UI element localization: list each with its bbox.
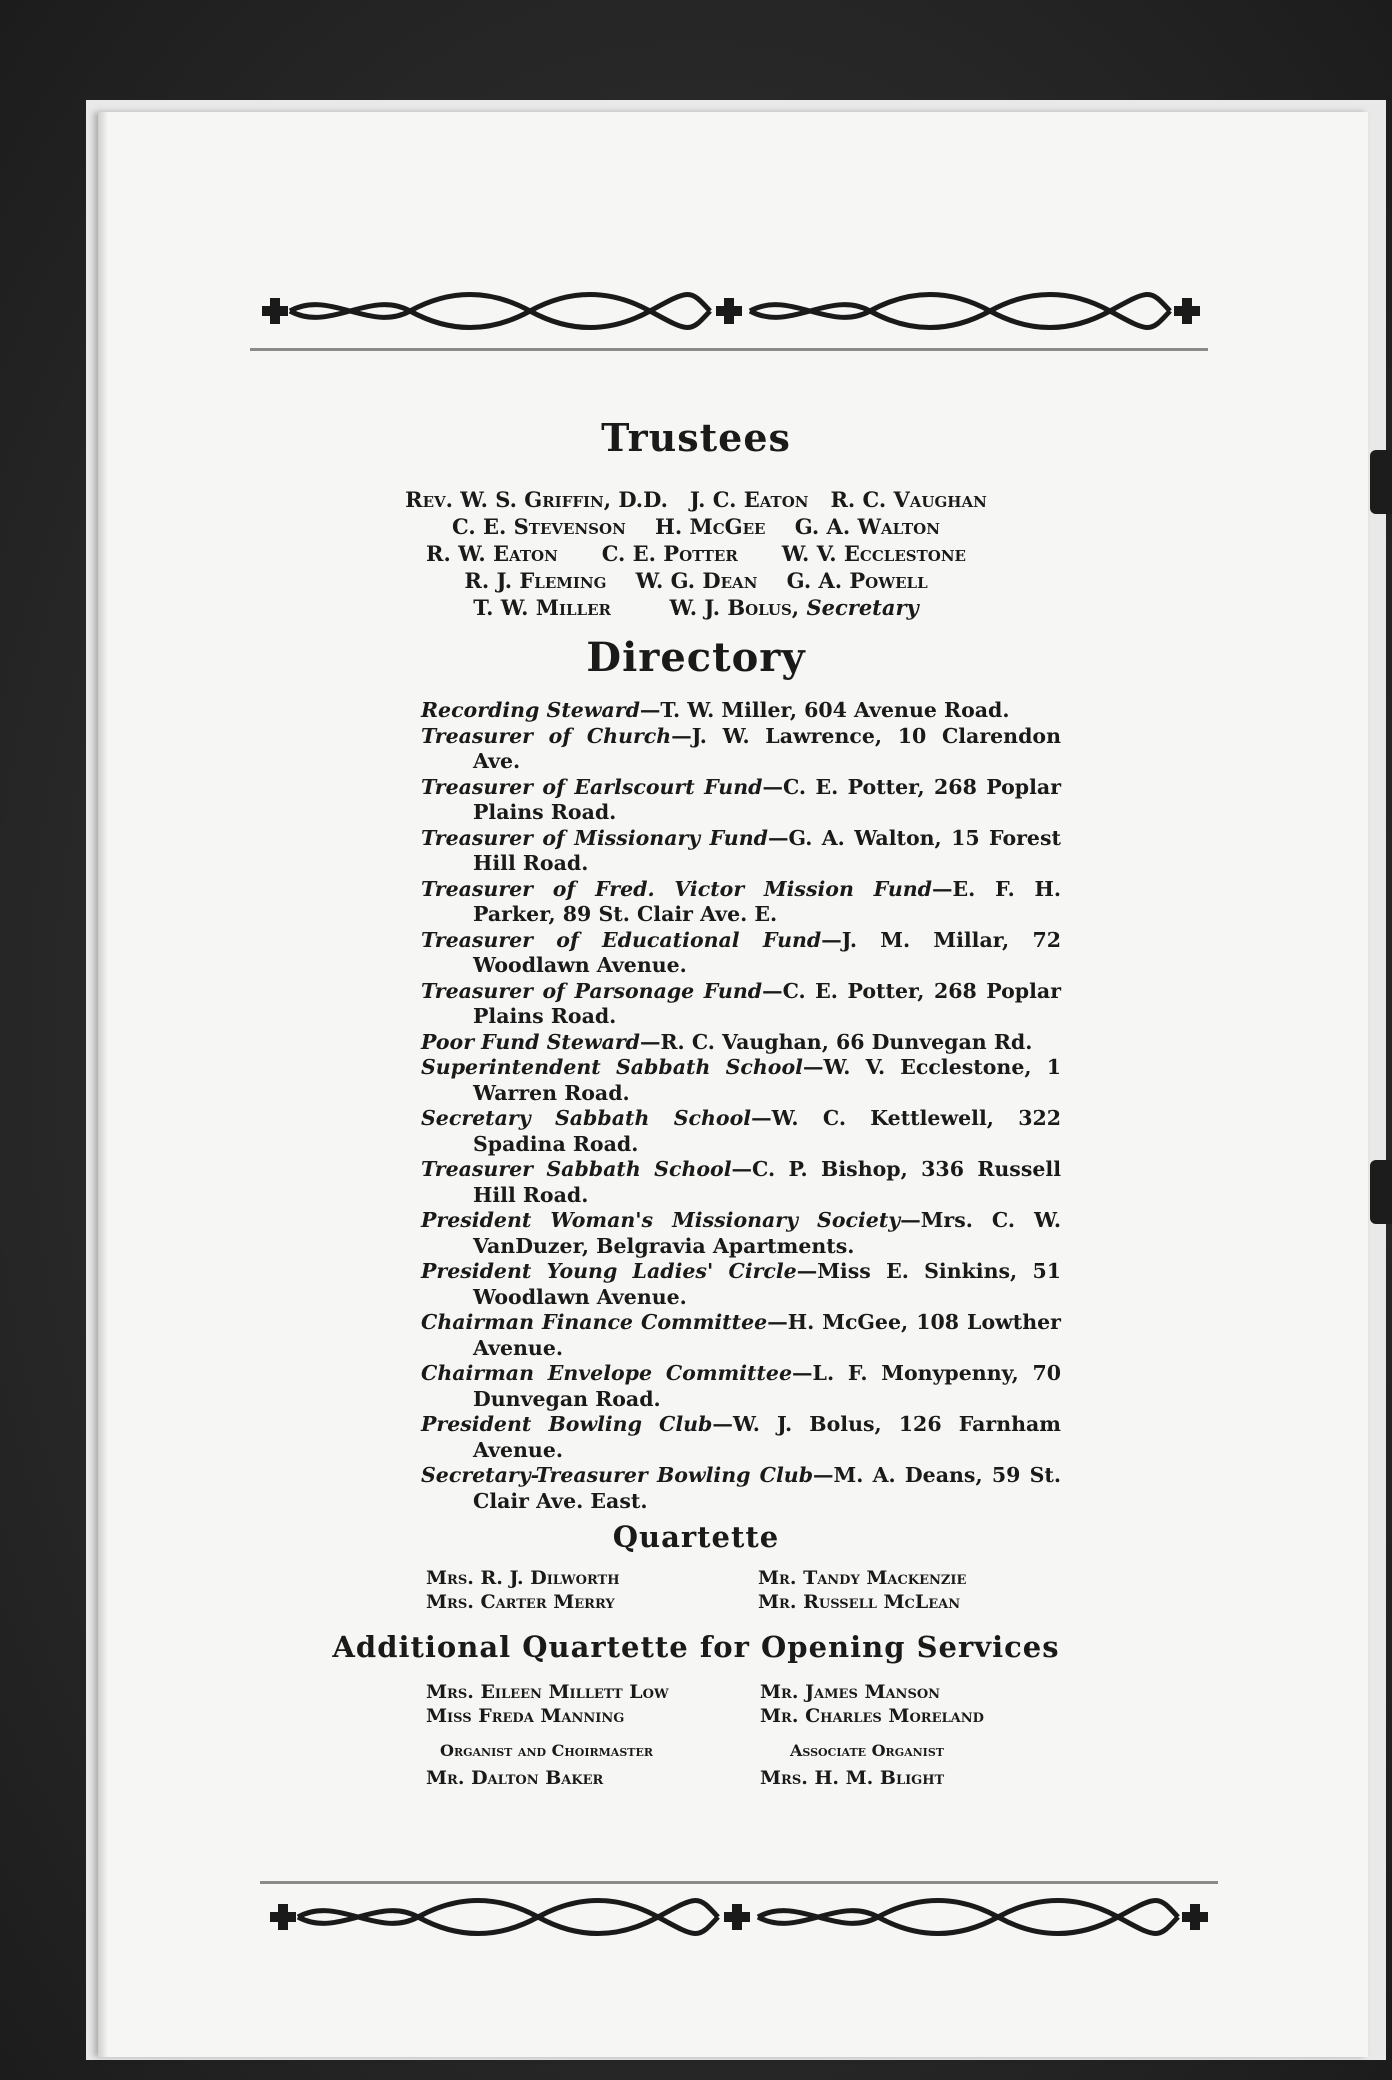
directory-entry: Secretary-Treasurer Bowling Club—M. A. Deans, 59 St. Clair Ave. East.	[421, 1463, 1062, 1513]
trustees-row	[0, 594, 1392, 621]
trustee-name: G. A. Powell	[786, 568, 928, 593]
directory-detail: R. C. Vaughan, 66 Dunvegan Rd.	[660, 1029, 1033, 1054]
directory-detail: W. V. Ecclestone, 1 Warren Road.	[473, 1055, 1061, 1105]
trustee-name: C. E. Stevenson	[452, 514, 626, 539]
trustees-row	[0, 540, 1392, 567]
top-ornament-border	[250, 284, 1210, 338]
directory-entry: Treasurer of Missionary Fund—G. A. Walton, 15 Forest Hill Road.	[421, 825, 1061, 875]
directory-entry: Recording Steward—T. W. Miller, 604 Avenue Road.	[421, 698, 1010, 722]
trustee-name: Rev. W. S. Griffin, D.D.	[405, 487, 668, 512]
quartette-right-column	[758, 1566, 966, 1614]
directory-entry: President Woman's Missionary Society—Mrs. C. W. VanDuzer, Belgravia Apartments.	[421, 1208, 1061, 1258]
additional-left-column	[426, 1680, 669, 1728]
directory-detail: T. W. Miller, 604 Avenue Road.	[660, 698, 1010, 722]
directory-entry: Superintendent Sabbath School—W. V. Ecclestone, 1 Warren Road.	[421, 1055, 1061, 1105]
directory-heading: Directory	[586, 634, 806, 681]
directory-role: Superintendent Sabbath School	[421, 1055, 803, 1079]
singer-name: Miss Freda Manning	[426, 1705, 625, 1727]
trustee-name: R. J. Fleming	[464, 568, 607, 593]
directory-role: Treasurer Sabbath School	[421, 1157, 732, 1181]
organist-label: Organist and Choirmaster	[440, 1741, 653, 1760]
trustee-name: T. W. Miller	[473, 595, 611, 620]
quartette-left-column	[426, 1566, 620, 1614]
directory-entry: Treasurer of Parsonage Fund—C. E. Potter, 268 Poplar Plains Road.	[421, 978, 1061, 1028]
directory-role: President Young Ladies' Circle	[421, 1259, 797, 1283]
directory-detail: Mrs. C. W. VanDuzer, Belgravia Apartments.	[473, 1208, 1061, 1258]
directory-detail: C. E. Potter, 268 Poplar Plains Road.	[473, 774, 1061, 824]
associate-organist-label: Associate Organist	[790, 1741, 944, 1760]
directory-detail: H. McGee, 108 Lowther Avenue.	[473, 1310, 1061, 1360]
trustee-name: C. E. Potter	[601, 541, 738, 566]
trustee-name: R. C. Vaughan	[830, 487, 987, 512]
trustee-name: W. J. Bolus,	[669, 595, 800, 620]
singer-name: Mrs. R. J. Dilworth	[426, 1567, 620, 1589]
bottom-ornament-border	[258, 1890, 1218, 1944]
directory-detail: W. C. Kettlewell, 322 Spadina Road.	[473, 1106, 1062, 1156]
additional-quartette-heading: Additional Quartette for Opening Services	[332, 1630, 1060, 1664]
directory-detail: M. A. Deans, 59 St. Clair Ave. East.	[473, 1463, 1062, 1513]
trustees-row	[0, 567, 1392, 594]
directory-detail: Miss E. Sinkins, 51 Woodlawn Avenue.	[473, 1259, 1061, 1309]
directory-detail: G. A. Walton, 15 Forest Hill Road.	[473, 825, 1061, 875]
directory-detail: E. F. H. Parker, 89 St. Clair Ave. E.	[473, 876, 1062, 926]
directory-detail: J. M. Millar, 72 Woodlawn Avenue.	[473, 927, 1061, 977]
organist-name: Mr. Dalton Baker	[426, 1767, 604, 1789]
trustees-row	[0, 513, 1392, 540]
trustee-name: G. A. Walton	[794, 514, 940, 539]
directory-role: Treasurer of Educational Fund	[421, 927, 822, 952]
trustees-row	[0, 486, 1392, 513]
trustee-name: H. McGee	[655, 514, 766, 539]
directory-entry: Secretary Sabbath School—W. C. Kettlewell, 322 Spadina Road.	[421, 1106, 1062, 1156]
trustee-name: W. V. Ecclestone	[781, 541, 966, 566]
directory-entry: Treasurer of Educational Fund—J. M. Millar, 72 Woodlawn Avenue.	[421, 927, 1061, 977]
directory-entry: President Young Ladies' Circle—Miss E. Sinkins, 51 Woodlawn Avenue.	[421, 1259, 1061, 1309]
singer-name: Mrs. Carter Merry	[426, 1591, 615, 1613]
directory-entry: Treasurer of Church—J. W. Lawrence, 10 Clarendon Ave.	[421, 723, 1062, 773]
directory-role: Chairman Finance Committee	[421, 1310, 768, 1334]
associate-organist-name: Mrs. H. M. Blight	[760, 1767, 945, 1789]
directory-detail: L. F. Monypenny, 70 Dunvegan Road.	[473, 1361, 1062, 1411]
singer-name: Mr. Tandy Mackenzie	[758, 1567, 967, 1589]
trustee-name: R. W. Eaton	[426, 541, 558, 566]
directory-role: Treasurer of Parsonage Fund	[421, 978, 763, 1003]
directory-detail: C. E. Potter, 268 Poplar Plains Road.	[473, 978, 1061, 1028]
trustee-name: W. G. Dean	[635, 568, 758, 593]
directory-entry: Treasurer Sabbath School—C. P. Bishop, 336 Russell Hill Road.	[421, 1157, 1061, 1207]
singer-name: Mr. James Manson	[760, 1681, 941, 1703]
directory-entry: Poor Fund Steward—R. C. Vaughan, 66 Dunvegan Rd.	[421, 1029, 1033, 1054]
directory-detail: C. P. Bishop, 336 Russell Hill Road.	[473, 1157, 1061, 1207]
directory-detail: W. J. Bolus, 126 Farnham Avenue.	[473, 1412, 1061, 1462]
directory-entry: President Bowling Club—W. J. Bolus, 126 Farnham Avenue.	[421, 1412, 1061, 1462]
directory-role: Treasurer of Earlscourt Fund	[421, 774, 763, 799]
directory-role: President Woman's Missionary Society	[421, 1208, 901, 1232]
directory-role: Treasurer of Church	[421, 723, 672, 748]
singer-name: Mrs. Eileen Millett Low	[426, 1681, 669, 1703]
bottom-rule	[260, 1881, 1218, 1884]
binder-tab	[1370, 1160, 1392, 1224]
trustees-list	[0, 486, 1392, 621]
directory-role: Treasurer of Missionary Fund	[421, 825, 768, 850]
directory-entry: Chairman Finance Committee—H. McGee, 108 Lowther Avenue.	[421, 1310, 1061, 1360]
directory-role: Poor Fund Steward	[421, 1029, 641, 1054]
secretary-label: Secretary	[806, 595, 919, 620]
additional-right-column	[760, 1680, 984, 1728]
quartette-heading: Quartette	[612, 1520, 780, 1554]
trustees-heading: Trustees	[601, 415, 791, 460]
trustee-name: J. C. Eaton	[689, 487, 809, 512]
singer-name: Mr. Charles Moreland	[760, 1705, 984, 1727]
top-rule	[250, 348, 1208, 351]
directory-role: Treasurer of Fred. Victor Mission Fund	[421, 876, 933, 901]
directory-role: Chairman Envelope Committee	[421, 1361, 793, 1385]
directory-role: Secretary-Treasurer Bowling Club	[421, 1463, 814, 1487]
directory-entry: Treasurer of Earlscourt Fund—C. E. Potter, 268 Poplar Plains Road.	[421, 774, 1061, 824]
directory-role: Recording Steward	[421, 698, 640, 722]
directory-role: President Bowling Club	[421, 1412, 713, 1436]
directory-detail: J. W. Lawrence, 10 Clarendon Ave.	[473, 723, 1062, 773]
directory-role: Secretary Sabbath School	[421, 1106, 752, 1130]
singer-name: Mr. Russell McLean	[758, 1591, 961, 1613]
directory-list	[421, 698, 1061, 1514]
directory-entry: Chairman Envelope Committee—L. F. Monypenny, 70 Dunvegan Road.	[421, 1361, 1062, 1411]
directory-entry: Treasurer of Fred. Victor Mission Fund—E. F. H. Parker, 89 St. Clair Ave. E.	[421, 876, 1062, 926]
